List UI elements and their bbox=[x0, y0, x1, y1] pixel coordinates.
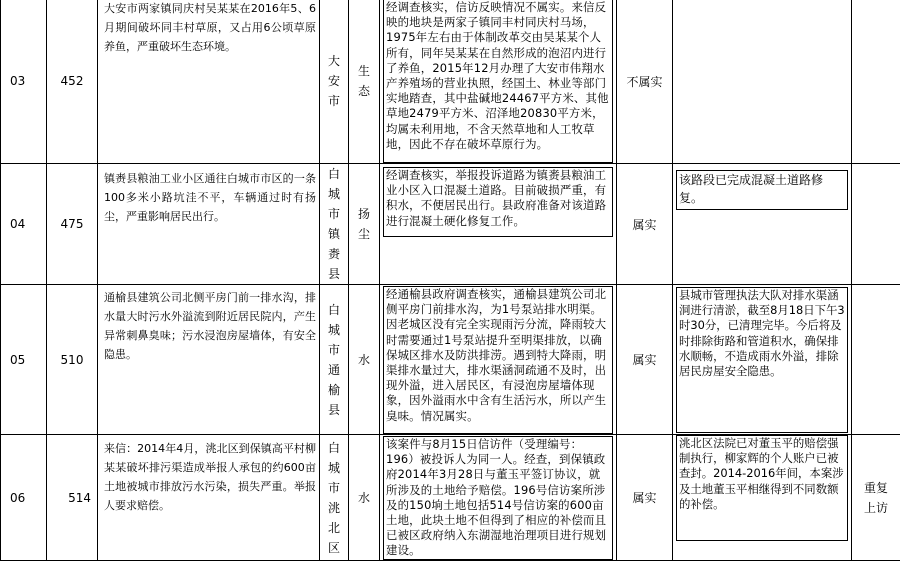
verdict: 属实 bbox=[617, 435, 673, 561]
pollution-type-text: 水 bbox=[357, 350, 371, 370]
investigation-result bbox=[380, 0, 617, 164]
remark bbox=[852, 285, 900, 435]
row-number: 04 bbox=[1, 164, 47, 285]
row-number: 06 bbox=[1, 435, 47, 561]
region-text: 白城市镇赉县 bbox=[327, 164, 341, 284]
case-description: 大安市两家镇同庆村吴某某在2016年5、6月期间破坏同丰村草原，又占用6公顷草原养鱼，严重破坏生态环境。 bbox=[98, 0, 320, 164]
rectification-action bbox=[673, 0, 852, 164]
case-description: 镇赉县粮油工业小区通往白城市市区的一条100多米小路坑洼不平，车辆通过时有扬尘，严重影响居民出行。 bbox=[98, 164, 320, 285]
verdict: 属实 bbox=[617, 285, 673, 435]
pollution-type-text: 水 bbox=[357, 488, 371, 508]
case-description: 来信：2014年4月，洮北区到保镇高平村柳某某破坏排污渠造成举报人承包的约600亩土地被城市排放污水污染，损失严重。举报人要求赔偿。 bbox=[98, 435, 320, 561]
table-row bbox=[1, 435, 900, 561]
region-text: 白城市通榆县 bbox=[327, 300, 341, 420]
table-row bbox=[1, 0, 900, 164]
verdict: 不属实 bbox=[617, 0, 673, 164]
investigation-result-text: 经通榆县政府调查核实，通榆县建筑公司北侧平房门前排水沟，为1号泵站排水明渠。因老城区没有完全实现雨污分流，降雨较大时需要通过1号泵站提升至明渠排放，以确保城区排水及防洪排涝。遇到特大降雨，明渠排水量过大，排水渠涵洞疏通不及时，出现外溢，进入居民区，有浸泡房屋墙体现象，因外溢雨水中含有生活污水，所以产生臭味。情况属实。 bbox=[383, 286, 613, 434]
pollution-type bbox=[349, 435, 380, 561]
table-row bbox=[1, 285, 900, 435]
region bbox=[320, 435, 349, 561]
investigation-result bbox=[380, 435, 617, 561]
pollution-type bbox=[349, 285, 380, 435]
pollution-type bbox=[349, 164, 380, 285]
rectification-action-text: 该路段已完成混凝土道路修复。 bbox=[676, 170, 848, 210]
table-row bbox=[1, 164, 900, 285]
remark-text: 重复上访 bbox=[863, 478, 889, 518]
region bbox=[320, 164, 349, 285]
rectification-action-text: 洮北区法院已对董玉平的赔偿强制执行，柳家辉的个人账户已被查封。2014-2016年间，本案涉及土地董玉平相继得到不同数额的补偿。 bbox=[676, 435, 848, 541]
rectification-action bbox=[673, 285, 852, 435]
pollution-type bbox=[349, 0, 380, 164]
case-id: 510 bbox=[47, 285, 98, 435]
investigation-result bbox=[380, 285, 617, 435]
row-number: 03 bbox=[1, 0, 47, 164]
region bbox=[320, 0, 349, 164]
remark bbox=[852, 435, 900, 561]
remark bbox=[852, 164, 900, 285]
case-id: 475 bbox=[47, 164, 98, 285]
verdict: 属实 bbox=[617, 164, 673, 285]
investigation-result-text: 该案件与8月15日信访件（受理编号：196）被投诉人为同一人。经查，到保镇政府2014年3月28日与董玉平签订协议，就所涉及的土地给予赔偿。196号信访案所涉及的150垧土地包括514号信访案的600亩土地，此块土地不但得到了相应的补偿而且已被区政府纳入东湖湿地治理项目进行规划建设。 bbox=[383, 436, 613, 560]
case-id: 514 bbox=[47, 435, 98, 561]
region bbox=[320, 285, 349, 435]
region-text: 白城市洮北区 bbox=[327, 438, 341, 558]
case-description: 通榆县建筑公司北侧平房门前一排水沟，排水量大时污水外溢流到附近居民院内，产生异常刺鼻臭味；污水浸泡房屋墙体，有安全隐患。 bbox=[98, 285, 320, 435]
investigation-result-text: 经调查核实，举报投诉道路为镇赉县粮油工业小区入口混凝土道路。目前破损严重，有积水，不便居民出行。县政府准备对该道路进行混凝土硬化修复工作。 bbox=[383, 167, 613, 237]
rectification-action bbox=[673, 435, 852, 561]
investigation-result-text: 经调查核实，信访反映情况不属实。来信反映的地块是两家子镇同丰村同庆村马场，1975年左右由于体制改革交由吴某某个人所有，同年吴某某在自然形成的泡沼内进行了养鱼，2015年12月办理了大安市伟翔水产养殖场的营业执照，经国土、林业等部门实地踏查，其中盐碱地24467平方米、其他草地2479平方米、沼泽地20830平方米，均属未利用地，不含天然草地和人工牧草地，因此不存在破坏草原行为。 bbox=[383, 0, 613, 163]
row-number: 05 bbox=[1, 285, 47, 435]
pollution-type-text: 扬尘 bbox=[357, 204, 371, 244]
pollution-type-text: 生态 bbox=[357, 61, 371, 101]
remark bbox=[852, 0, 900, 164]
rectification-action-text: 县城市管理执法大队对排水渠涵洞进行清淤，截至8月18日下午3时30分，已清理完毕。今后将及时排除街路和管道积水，确保排水顺畅，不造成雨水外溢，排除居民房屋安全隐患。 bbox=[676, 287, 848, 433]
region-text: 大安市 bbox=[327, 51, 341, 111]
rectification-action bbox=[673, 164, 852, 285]
investigation-result bbox=[380, 164, 617, 285]
case-id: 452 bbox=[47, 0, 98, 164]
